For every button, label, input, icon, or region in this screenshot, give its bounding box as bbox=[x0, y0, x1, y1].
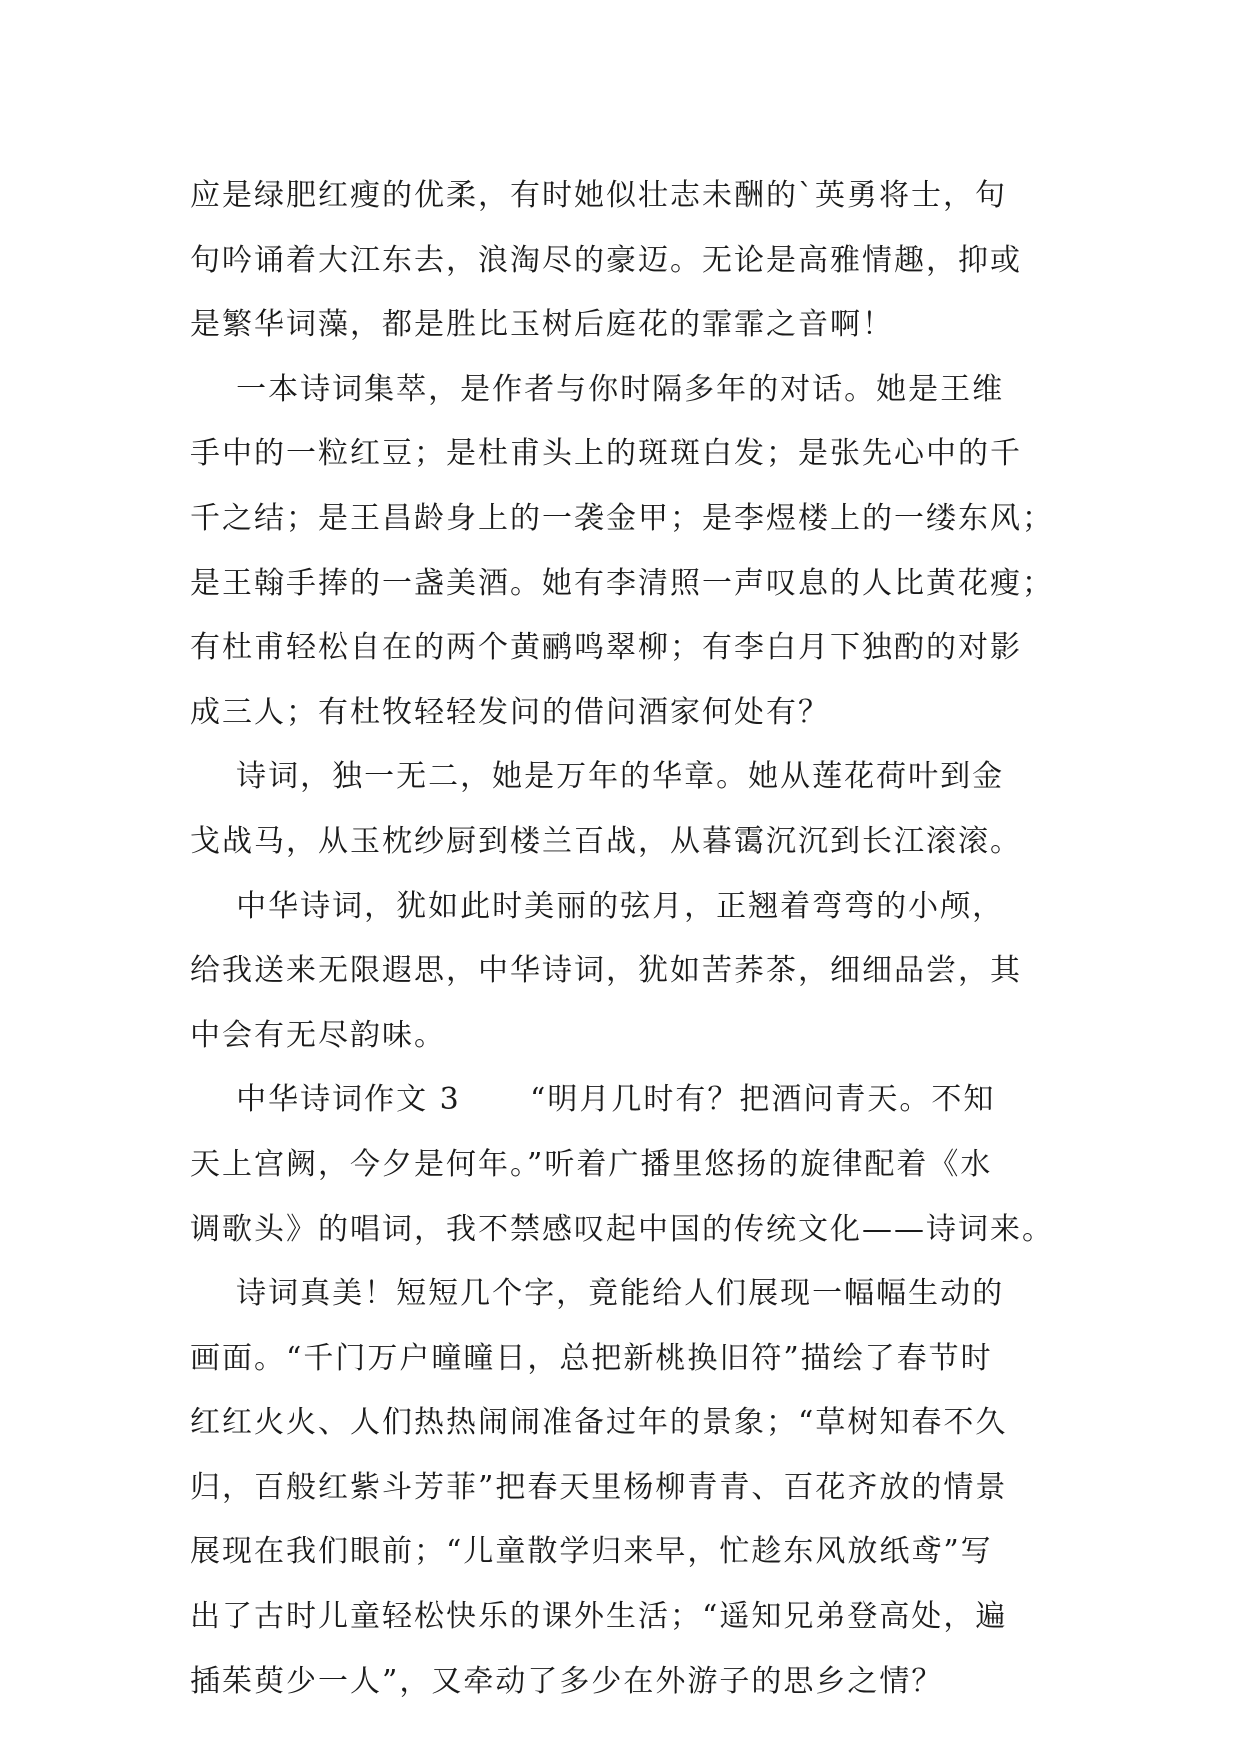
text-line: 红红火火、人们热热闹闹准备过年的景象；“草树知春不久 bbox=[190, 1405, 1008, 1441]
text-line: 千之结；是王昌龄身上的一袭金甲；是李煜楼上的一缕东风； bbox=[190, 500, 1054, 536]
text-line: 调歌头》的唱词，我不禁感叹起中国的传统文化——诗词来。 bbox=[190, 1211, 1054, 1247]
text-line: 有杜甫轻松自在的两个黄鹂鸣翠柳；有李白月下独酌的对影 bbox=[190, 630, 1022, 666]
text-line: 成三人；有杜牧轻轻发问的借问酒家何处有？ bbox=[190, 694, 830, 730]
text-line: 诗词，独一无二，她是万年的华章。她从莲花荷叶到金 bbox=[190, 759, 1005, 795]
text-line: 是繁华词藻，都是胜比玉树后庭花的霏霏之音啊！ bbox=[190, 307, 894, 343]
text-line: 是王翰手捧的一盏美酒。她有李清照一声叹息的人比黄花瘦； bbox=[190, 565, 1054, 601]
text-line: 诗词真美！短短几个字，竟能给人们展现一幅幅生动的 bbox=[190, 1276, 1005, 1312]
text-line: 插茱萸少一人”，又牵动了多少在外游子的思乡之情？ bbox=[190, 1663, 944, 1699]
text-line: 一本诗词集萃，是作者与你时隔多年的对话。她是王维 bbox=[190, 371, 1005, 407]
essay-text bbox=[190, 164, 1090, 1714]
text-line: 展现在我们眼前；“儿童散学归来早，忙趁东风放纸鸢”写 bbox=[190, 1534, 993, 1570]
text-line: 给我送来无限遐思，中华诗词，犹如苦荞茶，细细品尝，其 bbox=[190, 953, 1022, 989]
text-line: 天上宫阙，今夕是何年。”听着广播里悠扬的旋律配着《水 bbox=[190, 1146, 993, 1182]
text-line: 应是绿肥红瘦的优柔，有时她似壮志未酬的`英勇将士，句 bbox=[190, 178, 1007, 213]
text-line: 中会有无尽韵味。 bbox=[190, 1017, 446, 1053]
text-line: 手中的一粒红豆；是杜甫头上的斑斑白发；是张先心中的千 bbox=[190, 436, 1022, 472]
text-line: 出了古时儿童轻松快乐的课外生活；“遥知兄弟登高处，遍 bbox=[190, 1599, 1008, 1635]
text-line: 画面。“千门万户曈曈日，总把新桃换旧符”描绘了春节时 bbox=[190, 1340, 993, 1376]
text-line: 归，百般红紫斗芳菲”把春天里杨柳青青、百花齐放的情景 bbox=[190, 1469, 1008, 1505]
text-line: 中华诗词，犹如此时美丽的弦月，正翘着弯弯的小颅， bbox=[190, 888, 1005, 924]
text-line: 中华诗词作文 3 “明月几时有？把酒问青天。不知 bbox=[190, 1082, 996, 1118]
text-line: 句吟诵着大江东去，浪淘尽的豪迈。无论是高雅情趣，抑或 bbox=[190, 242, 1022, 278]
text-line: 戈战马，从玉枕纱厨到楼兰百战，从暮霭沉沉到长江滚滚。 bbox=[190, 823, 1022, 859]
